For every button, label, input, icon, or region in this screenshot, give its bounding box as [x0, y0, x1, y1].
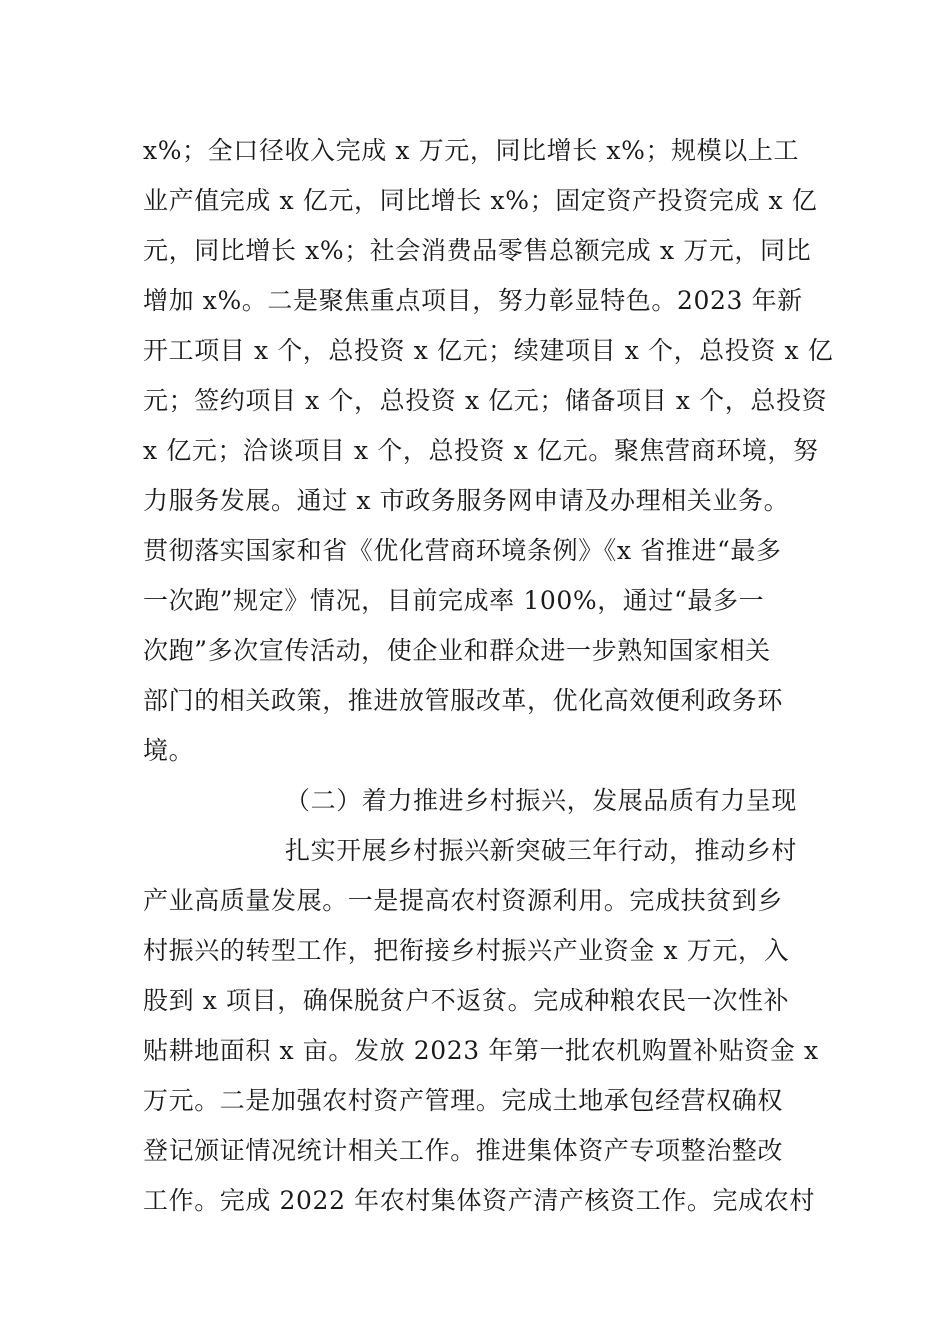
text-line: 元；签约项目 x 个，总投资 x 亿元；储备项目 x 个，总投资 — [143, 386, 828, 415]
text-line: 元，同比增长 x%；社会消费品零售总额完成 x 万元，同比 — [143, 236, 812, 265]
text-line: 境。 — [143, 736, 195, 765]
text-line: 增加 x%。二是聚焦重点项目，努力彰显特色。2023 年新 — [143, 286, 803, 315]
text-line: x 亿元；洽谈项目 x 个，总投资 x 亿元。聚焦营商环境，努 — [143, 436, 819, 465]
text-line: 贴耕地面积 x 亩。发放 2023 年第一批农机购置补贴资金 x — [143, 1036, 819, 1065]
text-line: 开工项目 x 个，总投资 x 亿元；续建项目 x 个，总投资 x 亿 — [143, 336, 834, 365]
text-line: x%；全口径收入完成 x 万元，同比增长 x%；规模以上工 — [143, 136, 800, 165]
text-line: 力服务发展。通过 x 市政务服务网申请及办理相关业务。 — [143, 486, 790, 515]
text-line: 万元。二是加强农村资产管理。完成土地承包经营权确权 — [143, 1086, 784, 1115]
text-line: 业产值完成 x 亿元，同比增长 x%；固定资产投资完成 x 亿 — [143, 186, 818, 215]
text-line: 一次跑”规定》情况，目前完成率 100%，通过“最多一 — [143, 586, 765, 615]
text-line: 村振兴的转型工作，把衔接乡村振兴产业资金 x 万元，入 — [143, 936, 790, 965]
text-line: 贯彻落实国家和省《优化营商环境条例》《x 省推进“最多 — [143, 536, 782, 565]
text-line: 登记颁证情况统计相关工作。推进集体资产专项整治整改 — [143, 1136, 784, 1165]
text-line: 股到 x 项目，确保脱贫户不返贫。完成种粮农民一次性补 — [143, 986, 790, 1015]
text-line: 次跑”多次宣传活动，使企业和群众进一步熟知国家相关 — [143, 636, 771, 665]
text-line: 产业高质量发展。一是提高农村资源利用。完成扶贫到乡 — [143, 886, 784, 915]
text-line: 扎实开展乡村振兴新突破三年行动，推动乡村 — [285, 836, 798, 865]
text-line: 部门的相关政策，推进放管服改革，优化高效便利政务环 — [143, 686, 784, 715]
section-heading: （二）着力推进乡村振兴，发展品质有力呈现 — [285, 786, 798, 815]
text-line: 工作。完成 2022 年农村集体资产清产核资工作。完成农村 — [143, 1186, 815, 1215]
